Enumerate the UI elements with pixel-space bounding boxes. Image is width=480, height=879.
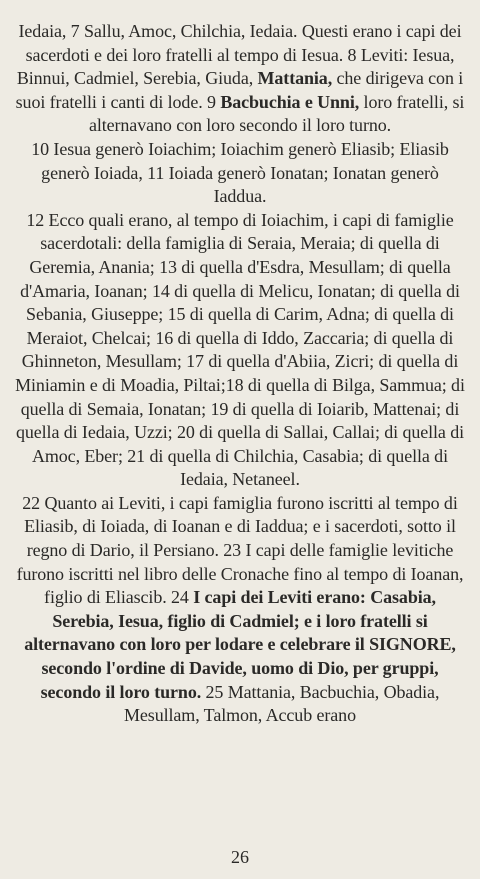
text-run: 12 Ecco quali erano, al tempo di Ioiachim, i capi di famiglie sacerdotali: della famiglia di Seraia, Meraia; di quella di Geremia, Anania; 13 di quella d'Esdra, Mesullam; di quella d'Amaria, Ioanan; 14 di quella di Melicu, Ionatan; di quella di Sebania, Giuseppe; 15 di quella di Carim, Adna; di quella di Meraiot, Chelcai; 16 di quella di Iddo, Zaccaria; di quella di Ghinneton, Mesullam; 17 di quella d'Abiia, Zicri; di quella di Miniamin e di Moadia, Piltai;18 di quella di Bilga, Sammua; di quella di Semaia, Ionatan; 19 di quella di Ioiarib, Mattenai; di quella di Iedaia, Uzzi; 20 di quella di Sallai, Callai; di quella di Amoc, Eber; 21 di quella di Chilchia, Casabia; di quella di Iedaia, Netaneel. [15, 209, 465, 490]
text-run: loro fratelli, si alternavano con loro secondo il loro turno. [88, 91, 465, 136]
paragraph [14, 138, 466, 209]
page-body-text [14, 20, 466, 728]
paragraph [14, 20, 466, 138]
text-run: 10 Iesua generò Ioiachim; Ioiachim generò Eliasib; Eliasib generò Ioiada, 11 Ioiada generò Ionatan; Ionatan generò Iaddua. [31, 138, 449, 207]
bold-text-run: Bacbuchia e Unni, [220, 91, 360, 112]
bold-text-run: I capi dei Leviti erano: Casabia, Serebia, Iesua, figlio di Cadmiel; e i loro fratelli si alternavano con loro per lodare e celebrare il SIGNORE, secondo l'ordine di Davide, uomo di Dio, per gruppi, secondo il loro turno. [24, 587, 456, 702]
bold-text-run: Mattania, [257, 68, 333, 89]
paragraph [14, 209, 466, 492]
text-run: Iedaia, 7 Sallu, Amoc, Chilchia, Iedaia. Questi erano i capi dei sacerdoti e dei loro fratelli al tempo di Iesua. 8 Leviti: Iesua, Binnui, Cadmiel, Serebia, Giuda, [16, 21, 462, 89]
text-run: che dirigeva con i suoi fratelli i canti di lode. 9 [15, 68, 464, 112]
text-run: 25 Mattania, Bacbuchia, Obadia, Mesullam, Talmon, Accub erano [124, 681, 440, 726]
page-number: 26 [231, 847, 249, 867]
paragraph [14, 492, 466, 728]
text-run: 22 Quanto ai Leviti, i capi famiglia furono iscritti al tempo di Eliasib, di Ioiada, di Ioanan e di Iaddua; e i sacerdoti, sotto il regno di Dario, il Persiano. 23 I capi delle famiglie levitiche furono iscritti nel libro delle Cronache fino al tempo di Ioanan, figlio di Eliascib. 24 [16, 492, 464, 608]
